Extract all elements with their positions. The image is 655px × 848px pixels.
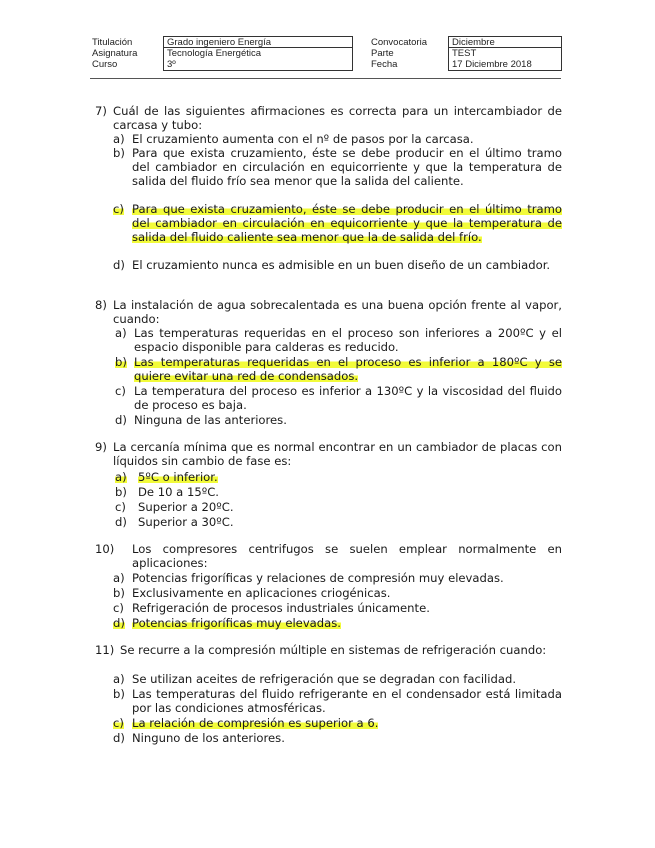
option-text: Superior a 30ºC. — [138, 515, 234, 529]
label-asignatura: Asignatura — [92, 48, 138, 59]
question-text: Cuál de las siguientes afirmaciones es correcta para un intercambiador de carcasa y tubo: — [113, 104, 562, 132]
header-right-labels — [371, 37, 427, 70]
option-9b — [115, 485, 562, 499]
header-separator — [90, 78, 561, 79]
option-7a — [113, 132, 562, 146]
question-number: 9) — [95, 440, 107, 454]
option-11c — [113, 716, 562, 730]
option-text: Las temperaturas del fluido refrigerante en el condensador está limitada por las condiciones atmosféricas. — [132, 687, 562, 715]
question-text: Se recurre a la compresión múltiple en sistemas de refrigeración cuando: — [120, 643, 547, 657]
question-number: 11) — [95, 643, 115, 657]
option-text: Refrigeración de procesos industriales únicamente. — [132, 601, 430, 615]
value-convocatoria: Diciembre — [452, 37, 495, 48]
option-text: De 10 a 15ºC. — [138, 485, 219, 499]
option-10a — [113, 571, 562, 585]
option-letter: d) — [113, 616, 125, 630]
question-number: 8) — [95, 298, 107, 312]
question-number: 7) — [95, 104, 107, 118]
option-letter: b) — [113, 586, 125, 600]
option-text: Potencias frigoríficas y relaciones de compresión muy elevadas. — [132, 571, 504, 585]
option-text-highlighted: Las temperaturas requeridas en el proceso es inferior a 180ºC y se quiere evitar una red de condensados. — [134, 355, 562, 383]
value-parte: TEST — [452, 48, 477, 59]
option-letter: b) — [113, 146, 125, 160]
value-curso: 3º — [167, 59, 176, 70]
option-text: El cruzamiento nunca es admisible en un buen diseño de un cambiador. — [132, 258, 551, 272]
header-left-values — [167, 37, 271, 70]
label-curso: Curso — [92, 59, 118, 70]
header-left-labels — [92, 37, 137, 70]
option-8d — [115, 413, 562, 427]
option-letter: d) — [115, 413, 127, 427]
option-text: Las temperaturas requeridas en el proceso son inferiores a 200ºC y el espacio disponible para calderas es reducido. — [134, 326, 562, 354]
option-text: Exclusivamente en aplicaciones criogénicas. — [132, 586, 391, 600]
option-9d — [115, 515, 562, 529]
option-text: Se utilizan aceites de refrigeración que se degradan con facilidad. — [132, 672, 517, 686]
option-text: Ninguna de las anteriores. — [134, 413, 287, 427]
option-text: Ninguno de los anteriores. — [132, 731, 285, 745]
option-letter: b) — [113, 687, 125, 701]
label-titulacion: Titulación — [92, 37, 133, 48]
option-text: Para que exista cruzamiento, éste se debe producir en el último tramo del cambiador en circulación en equicorriente y que la temperatura de salida del fluido frío sea menor que la salida del caliente. — [132, 146, 562, 188]
option-10c — [113, 601, 562, 615]
option-letter: a) — [115, 326, 127, 340]
option-letter: b) — [115, 485, 127, 499]
question-8 — [95, 298, 562, 326]
question-number: 10) — [95, 542, 115, 556]
option-letter: d) — [113, 731, 125, 745]
option-11b — [113, 687, 562, 715]
option-letter: c) — [113, 601, 124, 615]
option-10d — [113, 616, 562, 630]
option-11a — [113, 672, 562, 686]
label-parte: Parte — [371, 48, 394, 59]
option-letter: c) — [115, 500, 126, 514]
label-convocatoria: Convocatoria — [371, 37, 427, 48]
question-text: La cercanía mínima que es normal encontrar en un cambiador de placas con líquidos sin cambio de fase es: — [113, 440, 562, 468]
value-titulacion: Grado ingeniero Energía — [167, 37, 272, 48]
option-text: La temperatura del proceso es inferior a 130ºC y la viscosidad del fluido de proceso es baja. — [134, 384, 562, 412]
option-10b — [113, 586, 562, 600]
option-7b — [113, 146, 562, 188]
option-letter: a) — [113, 672, 125, 686]
label-fecha: Fecha — [371, 59, 398, 70]
question-7 — [95, 104, 562, 132]
option-9a — [115, 470, 562, 484]
option-8b — [115, 355, 562, 383]
question-11 — [95, 643, 562, 657]
option-text-highlighted: 5ºC o inferior. — [138, 470, 218, 484]
question-9 — [95, 440, 562, 468]
question-text: La instalación de agua sobrecalentada es una buena opción frente al vapor, cuando: — [113, 298, 562, 326]
header-right-values — [452, 37, 532, 70]
option-letter: a) — [115, 470, 127, 484]
question-10 — [95, 542, 562, 570]
option-letter: d) — [113, 258, 125, 272]
option-text-highlighted: Para que exista cruzamiento, éste se debe producir en el último tramo del cambiador en circulación en equicorriente y que la temperatura de salida del fluido caliente sea menor que la de salida del frío. — [132, 202, 562, 244]
option-text-highlighted: Potencias frigoríficas muy elevadas. — [132, 616, 341, 630]
option-letter: c) — [113, 202, 124, 216]
option-11d — [113, 731, 562, 745]
option-7c — [113, 202, 562, 244]
option-letter: c) — [113, 716, 124, 730]
option-text: El cruzamiento aumenta con el nº de pasos por la carcasa. — [132, 132, 474, 146]
option-9c — [115, 500, 562, 514]
question-text: Los compresores centrifugos se suelen emplear normalmente en aplicaciones: — [132, 542, 562, 570]
option-text: Superior a 20ºC. — [138, 500, 234, 514]
option-letter: a) — [113, 571, 125, 585]
option-7d — [113, 258, 562, 272]
value-asignatura: Tecnología Energética — [167, 48, 262, 59]
option-letter: d) — [115, 515, 127, 529]
option-letter: a) — [113, 132, 125, 146]
option-text-highlighted: La relación de compresión es superior a 6. — [132, 716, 379, 730]
option-letter: b) — [115, 355, 127, 369]
value-fecha: 17 Diciembre 2018 — [452, 59, 532, 70]
option-8c — [115, 384, 562, 412]
option-8a — [115, 326, 562, 354]
option-letter: c) — [115, 384, 126, 398]
